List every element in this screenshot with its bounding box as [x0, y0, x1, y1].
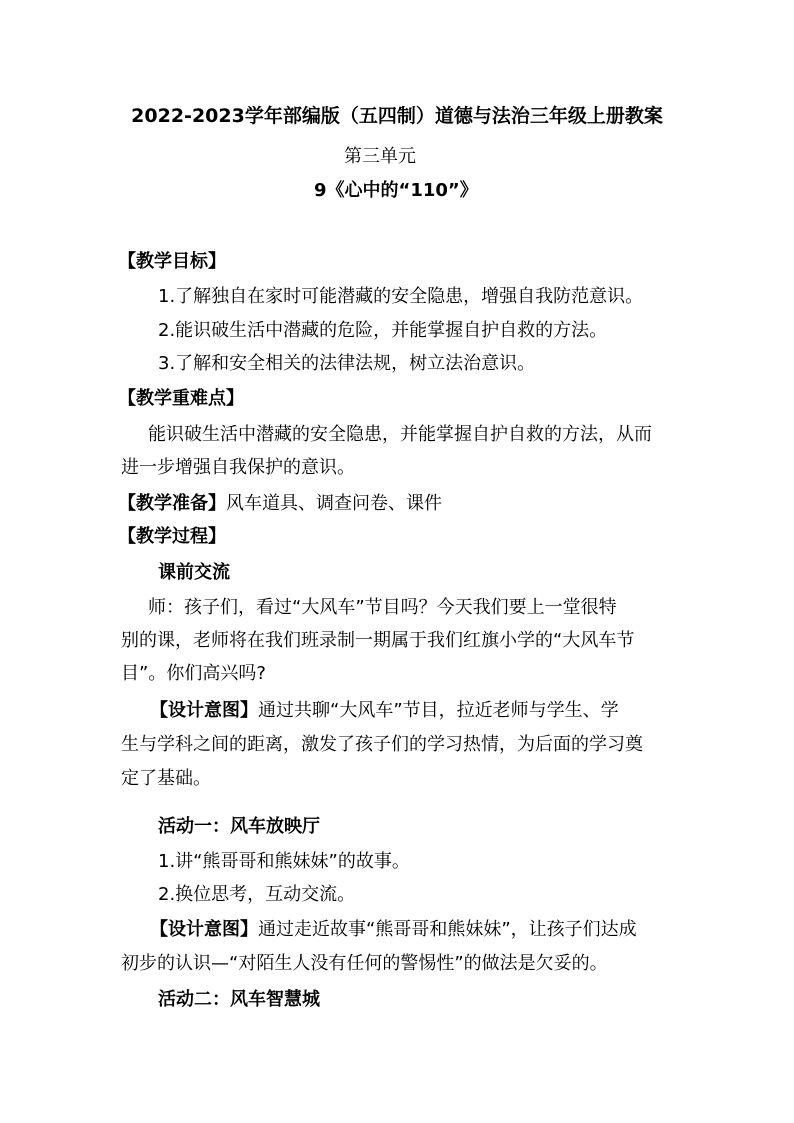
design-intent-label: 【设计意图】 — [150, 919, 258, 940]
activity1-item: 2.换位思考，互动交流。 — [158, 884, 356, 905]
paragraph-line: 别的课，老师将在我们班录制一期属于我们红旗小学的“大风车节 — [121, 630, 635, 651]
key-points-heading: 【教学重难点】 — [118, 388, 244, 409]
document-title: 2022-2023学年部编版（五四制）道德与法治三年级上册教案 — [131, 105, 663, 127]
activity2-heading: 活动二：风车智慧城 — [158, 989, 320, 1010]
paragraph-line: 定了基础。 — [121, 768, 211, 789]
design-intent-line — [150, 699, 619, 723]
lesson-title: 9《心中的“110”》 — [314, 180, 478, 201]
pre-class-heading: 课前交流 — [158, 562, 230, 583]
unit-label: 第三单元 — [344, 146, 416, 167]
design-intent-line — [150, 918, 637, 942]
objective-item: 1.了解独自在家时可能潜藏的安全隐患，增强自我防范意识。 — [158, 286, 644, 307]
activity1-heading: 活动一：风车放映厅 — [158, 816, 320, 837]
key-points-text: 进一步增强自我保护的意识。 — [121, 457, 355, 478]
paragraph-line: 师：孩子们，看过“大风车”节目吗？今天我们要上一堂很特 — [148, 597, 617, 618]
paragraph-line: 初步的认识—“对陌生人没有任何的警惕性”的做法是欠妥的。 — [121, 953, 608, 974]
process-heading: 【教学过程】 — [118, 526, 226, 547]
design-intent-text: 通过共聊“大风车”节目，拉近老师与学生、学 — [258, 700, 619, 721]
activity1-item: 1.讲“熊哥哥和熊妹妹”的故事。 — [158, 851, 410, 872]
paragraph-line: 生与学科之间的距离，激发了孩子们的学习热情，为后面的学习奠 — [121, 734, 643, 755]
objective-item: 3.了解和安全相关的法律法规，树立法治意识。 — [158, 353, 536, 374]
preparation-heading: 【教学准备】 — [118, 493, 226, 514]
preparation-line — [118, 492, 442, 516]
paragraph-line: 目”。你们高兴吗? — [121, 663, 266, 684]
preparation-text: 风车道具、调查问卷、课件 — [226, 493, 442, 514]
key-points-text: 能识破生活中潜藏的安全隐患，并能掌握自护自救的方法，从而 — [148, 424, 652, 445]
design-intent-text: 通过走近故事“熊哥哥和熊妹妹”，让孩子们达成 — [258, 919, 637, 940]
objective-item: 2.能识破生活中潜藏的危险，并能掌握自护自救的方法。 — [158, 320, 608, 341]
objectives-heading: 【教学目标】 — [118, 251, 226, 272]
design-intent-label: 【设计意图】 — [150, 700, 258, 721]
